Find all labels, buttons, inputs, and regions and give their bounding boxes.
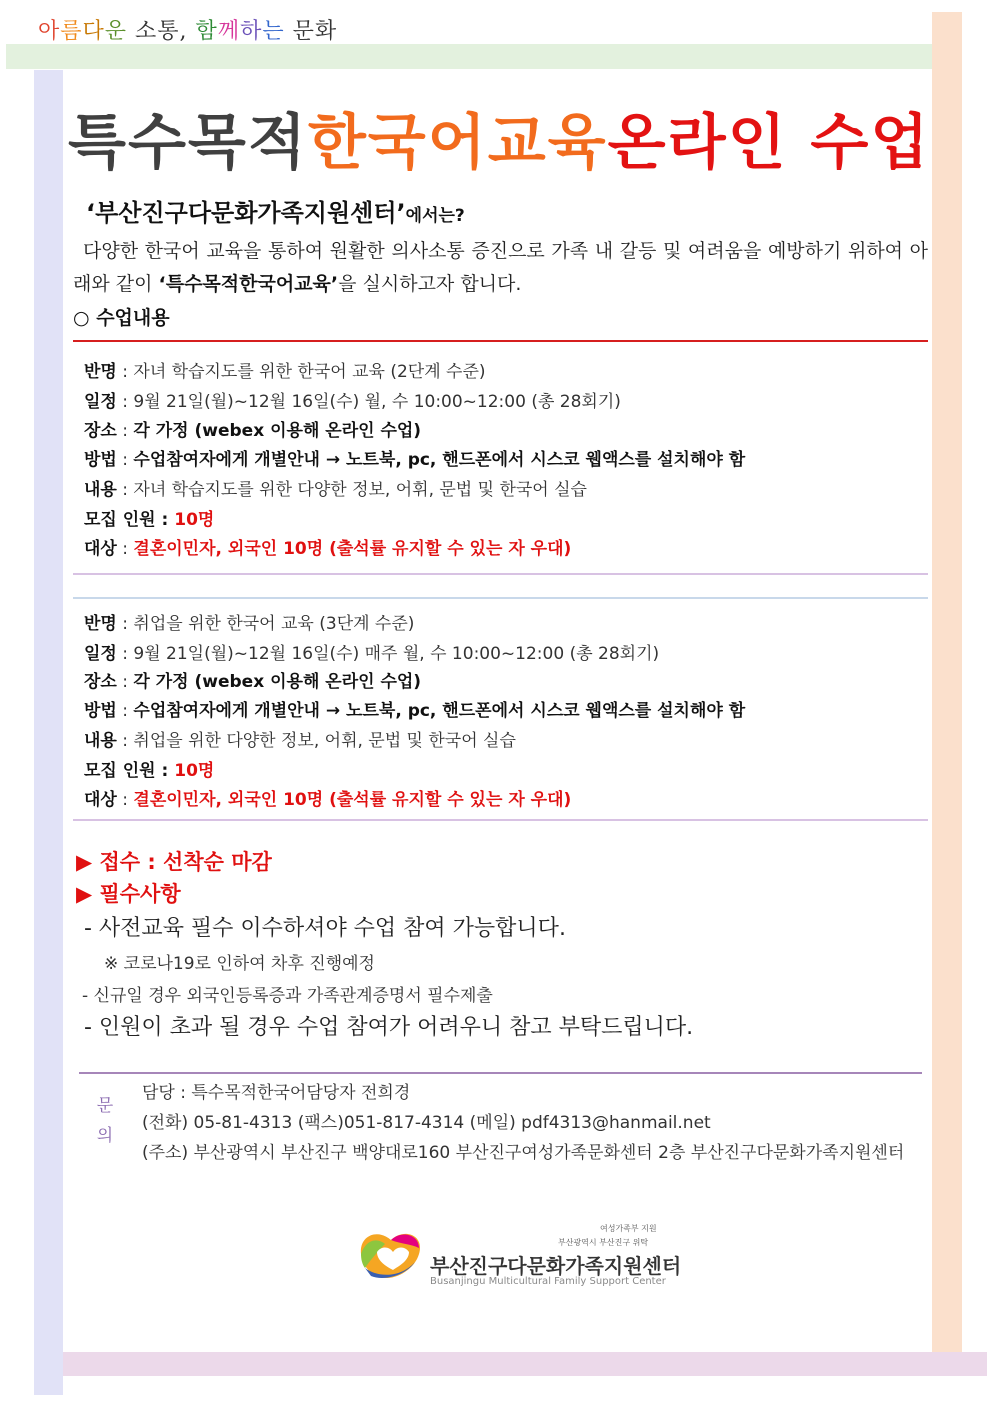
row-key: 일정 xyxy=(84,644,117,664)
intro-paragraph xyxy=(73,235,928,301)
row-value: 취업을 위한 한국어 교육 (3단계 수준) xyxy=(133,614,415,634)
bottom-pink-band xyxy=(63,1352,987,1376)
slogan-char: 는 xyxy=(262,19,285,44)
row-value: 각 가정 (webex 이용해 온라인 수업) xyxy=(133,421,422,441)
divider-purple-2 xyxy=(73,819,928,821)
class1-target-row: 대상 : 결혼이민자, 외국인 10명 (출석률 유지할 수 있는 자 우대) xyxy=(84,539,572,559)
required-heading: ▶ 필수사항 xyxy=(76,882,181,906)
row-key: 방법 xyxy=(84,701,117,721)
row-value: 결혼이민자, 외국인 10명 (출석률 유지할 수 있는 자 우대) xyxy=(133,539,572,559)
reception-notice: ▶ 접수 : 선착순 마감 xyxy=(76,850,272,874)
row-key: 대상 xyxy=(84,539,117,559)
row-value: 10명 xyxy=(174,510,215,530)
inquiry-label-char: 의 xyxy=(96,1126,114,1146)
intro-heading xyxy=(86,193,465,228)
class2-recruit-row: 모집 인원 : 10명 xyxy=(84,761,215,781)
title-part-2: 한국어교육 xyxy=(307,108,608,178)
page-title xyxy=(68,95,931,181)
row-key: 대상 xyxy=(84,790,117,810)
slogan xyxy=(38,14,337,45)
slogan-char: 아 xyxy=(38,19,61,44)
row-key: 모집 인원 xyxy=(84,761,156,781)
logo-emblem-icon xyxy=(355,1222,430,1282)
row-key: 모집 인원 xyxy=(84,510,156,530)
class2-place-row: 장소 : 각 가정 (webex 이용해 온라인 수업) xyxy=(84,672,422,692)
class2-date-row: 일정 : 9월 21일(월)~12월 16일(수) 매주 월, 수 10:00~12:00 (총 28회기) xyxy=(84,644,660,664)
row-value: 결혼이민자, 외국인 10명 (출석률 유지할 수 있는 자 우대) xyxy=(133,790,572,810)
slogan-char: 께 xyxy=(217,19,241,44)
contact-manager: 담당 : 특수목적한국어담당자 전희경 xyxy=(142,1083,411,1103)
contact-address: (주소) 부산광역시 부산진구 백양대로160 부산진구여성가족문화센터 2층 부산진구다문화가족지원센터 xyxy=(142,1143,905,1163)
slogan-char: 름 xyxy=(60,19,83,44)
row-value: 수업참여자에게 개별안내 → 노트북, pc, 핸드폰에서 시스코 웹액스를 설치해야 함 xyxy=(133,701,746,721)
class1-place-row: 장소 : 각 가정 (webex 이용해 온라인 수업) xyxy=(84,421,422,441)
class2-content-row: 내용 : 취업을 위한 다양한 정보, 어휘, 문법 및 한국어 실습 xyxy=(84,731,516,751)
row-value: 각 가정 (webex 이용해 온라인 수업) xyxy=(133,672,422,692)
row-key: 내용 xyxy=(84,731,117,751)
class1-date-row: 일정 : 9월 21일(월)~12월 16일(수) 월, 수 10:00~12:00 (총 28회기) xyxy=(84,392,621,412)
intro-text-pre: 다양한 한국어 교육을 통하여 원활한 의사소통 증진으로 가족 내 갈등 및 여려움을 예방하기 위하여 아래와 같이 xyxy=(73,240,928,295)
divider-blue xyxy=(73,597,928,599)
top-green-band xyxy=(6,44,932,69)
slogan-char: 함 xyxy=(195,19,218,44)
slogan-char: 다 xyxy=(82,19,105,44)
slogan-char: 운 xyxy=(104,19,128,44)
row-key: 방법 xyxy=(84,450,117,470)
class1-recruit-row: 모집 인원 : 10명 xyxy=(84,510,215,530)
class2-name-row: 반명 : 취업을 위한 한국어 교육 (3단계 수준) xyxy=(84,614,415,634)
inquiry-label-char: 문 xyxy=(96,1096,114,1116)
row-key: 장소 xyxy=(84,672,117,692)
slogan-char: 소통, xyxy=(127,19,196,44)
left-blue-band xyxy=(34,70,63,1395)
class1-method-row: 방법 : 수업참여자에게 개별안내 → 노트북, pc, 핸드폰에서 시스코 웹액스를 설치해야 함 xyxy=(84,450,746,470)
divider-red xyxy=(73,340,928,342)
row-key: 반명 xyxy=(84,614,117,634)
center-name: ‘부산진구다문화가족지원센터’ xyxy=(86,199,406,227)
slogan-char: 하 xyxy=(240,19,263,44)
class2-method-row: 방법 : 수업참여자에게 개별안내 → 노트북, pc, 핸드폰에서 시스코 웹액스를 설치해야 함 xyxy=(84,701,746,721)
divider-purple-3 xyxy=(79,1072,922,1074)
contact-phone: (전화) 05-81-4313 (팩스)051-817-4314 (메일) pdf4313@hanmail.net xyxy=(142,1113,711,1133)
row-value: 수업참여자에게 개별안내 → 노트북, pc, 핸드폰에서 시스코 웹액스를 설치해야 함 xyxy=(133,450,746,470)
class1-content-row: 내용 : 자녀 학습지도를 위한 다양한 정보, 어휘, 문법 및 한국어 실습 xyxy=(84,480,587,500)
row-key: 반명 xyxy=(84,362,117,382)
required-item-3: - 인원이 초과 될 경우 수업 참여가 어려우니 참고 부탁드립니다. xyxy=(84,1015,694,1040)
intro-heading-suffix: 에서는? xyxy=(405,206,465,226)
row-key: 내용 xyxy=(84,480,117,500)
logo-english-name: Busanjingu Multicultural Family Support Center xyxy=(430,1276,666,1287)
row-value: 자녀 학습지도를 위한 다양한 정보, 어휘, 문법 및 한국어 실습 xyxy=(133,480,587,500)
row-value: 9월 21일(월)~12월 16일(수) 매주 월, 수 10:00~12:00 (총 28회기) xyxy=(133,644,660,664)
slogan-char: 문화 xyxy=(284,19,338,44)
intro-text-post: 을 실시하고자 합니다. xyxy=(338,273,522,295)
row-value: 취업을 위한 다양한 정보, 어휘, 문법 및 한국어 실습 xyxy=(133,731,516,751)
required-item-1: - 사전교육 필수 이수하셔야 수업 참여 가능합니다. xyxy=(84,916,566,941)
class2-target-row: 대상 : 결혼이민자, 외국인 10명 (출석률 유지할 수 있는 자 우대) xyxy=(84,790,572,810)
title-part-3: 온라인 수업 xyxy=(607,108,931,178)
right-peach-band xyxy=(932,12,962,1352)
section-heading: ○ 수업내용 xyxy=(73,307,170,329)
logo-name: 부산진구다문화가족지원센터 xyxy=(430,1254,682,1278)
inquiry-label xyxy=(95,1091,115,1151)
title-part-1: 특수목적 xyxy=(68,108,308,178)
required-item-1-note: ※ 코로나19로 인하여 차후 진행예정 xyxy=(104,954,375,974)
required-item-2: - 신규일 경우 외국인등록증과 가족관계증명서 필수제출 xyxy=(82,986,493,1006)
logo-sponsor-1: 여성가족부 지원 xyxy=(600,1224,657,1233)
row-key: 일정 xyxy=(84,392,117,412)
logo-sponsor-2: 부산광역시 부산진구 위탁 xyxy=(558,1238,649,1247)
class1-name-row: 반명 : 자녀 학습지도를 위한 한국어 교육 (2단계 수준) xyxy=(84,362,486,382)
row-value: 9월 21일(월)~12월 16일(수) 월, 수 10:00~12:00 (총 28회기) xyxy=(133,392,621,412)
divider-purple xyxy=(73,573,928,575)
row-value: 10명 xyxy=(174,761,215,781)
intro-text-bold: ‘특수목적한국어교육’ xyxy=(158,273,339,295)
row-key: 장소 xyxy=(84,421,117,441)
row-value: 자녀 학습지도를 위한 한국어 교육 (2단계 수준) xyxy=(133,362,486,382)
